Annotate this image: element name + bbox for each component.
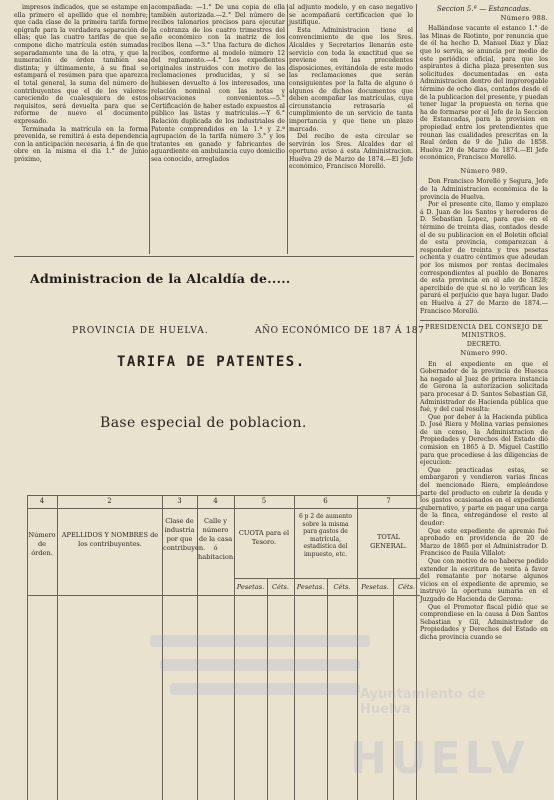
watermark-text: Ayuntamiento de Huelva xyxy=(360,687,486,717)
watermark-large-text: HUELV xyxy=(350,733,529,784)
table-column-line xyxy=(57,495,58,800)
notice-number: Número 989. xyxy=(460,166,508,175)
column-rule xyxy=(287,4,288,254)
text-column-4 xyxy=(420,4,548,642)
text-column-1 xyxy=(14,4,148,163)
paragraph: Que el Promotor fiscal pidió que se comprendiese en la causa á Don Santos Sebastian y Gil, Administrador de Propiedades y Derechos del Estado en dicha provincia cuando se xyxy=(420,603,548,641)
watermark-stripe xyxy=(150,635,370,647)
column-number: 5 xyxy=(261,497,267,505)
subheader-cents: Céts. xyxy=(333,583,351,591)
header-industry-class: Clase de industria por que contribuyen. xyxy=(163,517,206,552)
subheader-pesetas: Pesetas. xyxy=(361,583,389,591)
subheader-cents: Céts. xyxy=(271,583,290,591)
section-heading: Seccion 5.ª — Estancadas. xyxy=(436,5,532,13)
column-number: 3 xyxy=(177,497,182,505)
text-column-3 xyxy=(289,4,413,171)
paragraph: Del recibo de esta circular se servirán los Sres. Alcaldes dar el oportuno aviso á esta Administracion. Huelva 29 de Marzo de 1874.—El Jefe económico, Francisco Morelló. xyxy=(289,133,413,171)
paragraph: En el expediente en que el Gobernador de la provincia de Huesca ha negado al Juez de primera instancia de Gerona la autorizacion solicitada para procesar á D. Santos Sebastian Gil, Administrador de Hacienda pública que fué, y del cual resulta: xyxy=(420,360,548,414)
subheader-pesetas: Pesetas. xyxy=(296,583,325,591)
column-number: 4 xyxy=(39,497,45,505)
table-top-rule xyxy=(27,495,420,496)
province-label: PROVINCIA DE HUELVA. xyxy=(72,326,209,336)
paragraph: Que con motivo de no haberse podido extender la escritura de venta á favor del rematante por notarse algunos vicios en el expediente de apremio, se instruyó la oportuna sumaria en el Juzgado de Hacienda de Gerona: xyxy=(420,557,548,603)
table-header-rule xyxy=(27,595,420,596)
watermark-stripe xyxy=(160,659,360,671)
header-quota: CUOTA para el Tesoro. xyxy=(238,529,290,546)
watermark-stripe xyxy=(170,683,360,695)
header-street: Calle y número de la casa ó habitacion. xyxy=(198,517,236,561)
paragraph: Que practicadas estas, se embargaron y vendieron varias fincas del mencionado Riera, empleándose parte del producto en cubrir la deuda y los gastos ocasionados en el expediente gubernativo, y parte en pagar una carga de la finca, entregándose el resto al deudor: xyxy=(420,466,548,527)
paragraph: Hallándose vacante el estanco 1.° de las Minas de Riotinto, por renuncia que de él ha hecho D. Manuel Diaz y Diaz que lo servia, se anuncia por medio de este periódico oficial, para que los aspirantes á dicha plaza presenten sus solicitudes documentadas en esta Administracion dentro del improrogable término de ocho dias, contados desde el de la publicacion del presente, y puedan tener lugar la propuesta en terna que ha de formarse por el Jefe de la Seccion de Estancadas, para la provision en propiedad entre los pretendientes que reunan las cualidades prescritas en la Real órden de 9 de Julio de 1858. Huelva 29 de Marzo de 1874.—El Jefe económico, Francisco Morelló. xyxy=(420,25,548,162)
notice-rule xyxy=(420,320,548,321)
header-surcharge: 6 p 2 de aumento sobre la misma para gastos de matrícula, estadística del impuesto, etc. xyxy=(298,513,353,558)
archive-watermark xyxy=(150,615,540,800)
notice-number: Número 988. xyxy=(500,13,548,22)
paragraph: Esta Administracion tiene el convencimiento de que los Sres. Alcaldes y Secretarios llenarán este servicio con toda la exactitud que se previene en las precedentes disposiciones, evitándola de este modo las reclamaciones que serán consiguientes por la falta de alguno ó algunos de dichos documentos que deben acompañar las matrículas, cuya circunstancia retrasaría el cumplimiento de un servicio de tanta importancia y que tiene un plazo marcado. xyxy=(289,26,413,133)
notice-heading: PRESIDENCIA DEL CONSEJO DE MINISTROS. xyxy=(425,324,543,339)
paragraph: Que por deber á la Hacienda pública D. José Riera y Molina varias pensiones de un censo, la Administracion de Propiedades y Derechos del Estado dió comision en 1865 á D. Miguel Castillo para que procediese á las diligencias de ejecucion: xyxy=(420,413,548,467)
table-number-rule xyxy=(27,508,420,509)
header-total: TOTAL GENERAL. xyxy=(370,533,407,550)
paragraph: Terminada la matrícula en la forma prevenida, se remitirá á esta dependencia con la anticipación necesaria, á fin de que obre en la misma el dia 1.° de Junio próximo, xyxy=(14,125,148,163)
paragraph: Don Francisco Morelló y Segura, Jefe de la Administracion económica de la provincia de Huelva. xyxy=(420,178,548,201)
column-number: 4 xyxy=(213,497,218,505)
column-rule xyxy=(149,4,150,254)
text-column-2 xyxy=(151,4,285,163)
administration-title: Administracion de la Alcaldía de..... xyxy=(30,271,291,286)
paragraph: impresos indicados, que se estampe en ella primero el apellido que el nombre; que cada clase de la primera tarifa forme epígrafe para la verdadera separación de ellas; que las cuatro tarifas de que se compone dicho matrícula estén sumadas separadamente una de la otra, y que la numeración de órden también sea distinta; y últimamente, á su final se estampará el resúmen para que aparezca el total general, la suma del número de contribuyentes que el de los valores: careciendo de cualesquiera de estos requisitos, será devuelta para que se reforme de nuevo el documento expresado. xyxy=(14,4,148,125)
paragraph: al adjunto modelo, y en caso negativo se acompañará certificacion que lo justifique. xyxy=(289,4,413,27)
tariff-title: TARIFA DE PATENTES. xyxy=(117,354,306,370)
paragraph: Que este expediente de apremio fué aprobado en providencia de 20 de Marzo de 1865 por el Administrador D. Francisco de Paula Villalot: xyxy=(420,527,548,558)
base-title: Base especial de poblacion. xyxy=(100,415,307,431)
header-names: APELLIDOS Y NOMBRES de los contribuyentes. xyxy=(61,531,159,548)
notice-subheading: DECRETO. xyxy=(466,341,502,349)
paragraph: Por el presente cito, llamo y emplazo á D. Juan de los Santos y herederos de D. Sebastian Lopez, para que en el término de treinta dias, contados desde el de su publicacion en el Boletin oficial de esta provincia, comparezcan á responder de treinta y tres pesetas ochenta y cuatro céntimos que adeudan por los mismos por rentas decimales correspondientes al pueblo de Bonares de esta provincia en el año de 1828; apercibido de que si no lo verifican les parará el perjuicio que haya lugar. Dado en Huelva á 27 de Marzo de 1874.—Francisco Morelló. xyxy=(420,201,548,315)
subheader-cents: Céts. xyxy=(397,583,416,591)
column-number: 6 xyxy=(323,497,328,505)
header-order-number: Número de órden. xyxy=(28,531,56,557)
fiscal-year-label: AÑO ECONÓMICO DE 187 Á 187 xyxy=(255,326,425,336)
notice-number: Número 990. xyxy=(460,348,508,357)
column-number: 7 xyxy=(386,497,391,505)
subheader-pesetas: Pesetas. xyxy=(236,583,265,591)
section-rule xyxy=(14,256,414,257)
paragraph: acompañada: —1.° De una copia de ella también autorizada.—2.° Del número de recibos talonarios precisos para ejecutar la cobranza de los cuatro trimestres del año económico con la matriz de los recibos llena —3.° Una factura de dichos recibos, conforme al modelo número 12 del reglamento.—4.° Los expedientes originales instruidos con motivo de las reclamaciones producidas, y si se hubiesen devuelto á los interesados, una relación nominal con las notas y observaciones convenientes.—5.° Certificación de haber estado expuestos al público las listas y matrículas.—Y 6.° Relación duplicada de los industriales de Patente comprendidos en la 1.ª y 2.ª agrupación de la tarifa número 3.° y los tratantes en ganado y fabricantes de aguardiente en ambulancia cuyo domicilio sea conocido, arreglados xyxy=(151,4,285,163)
column-number: 2 xyxy=(107,497,112,505)
